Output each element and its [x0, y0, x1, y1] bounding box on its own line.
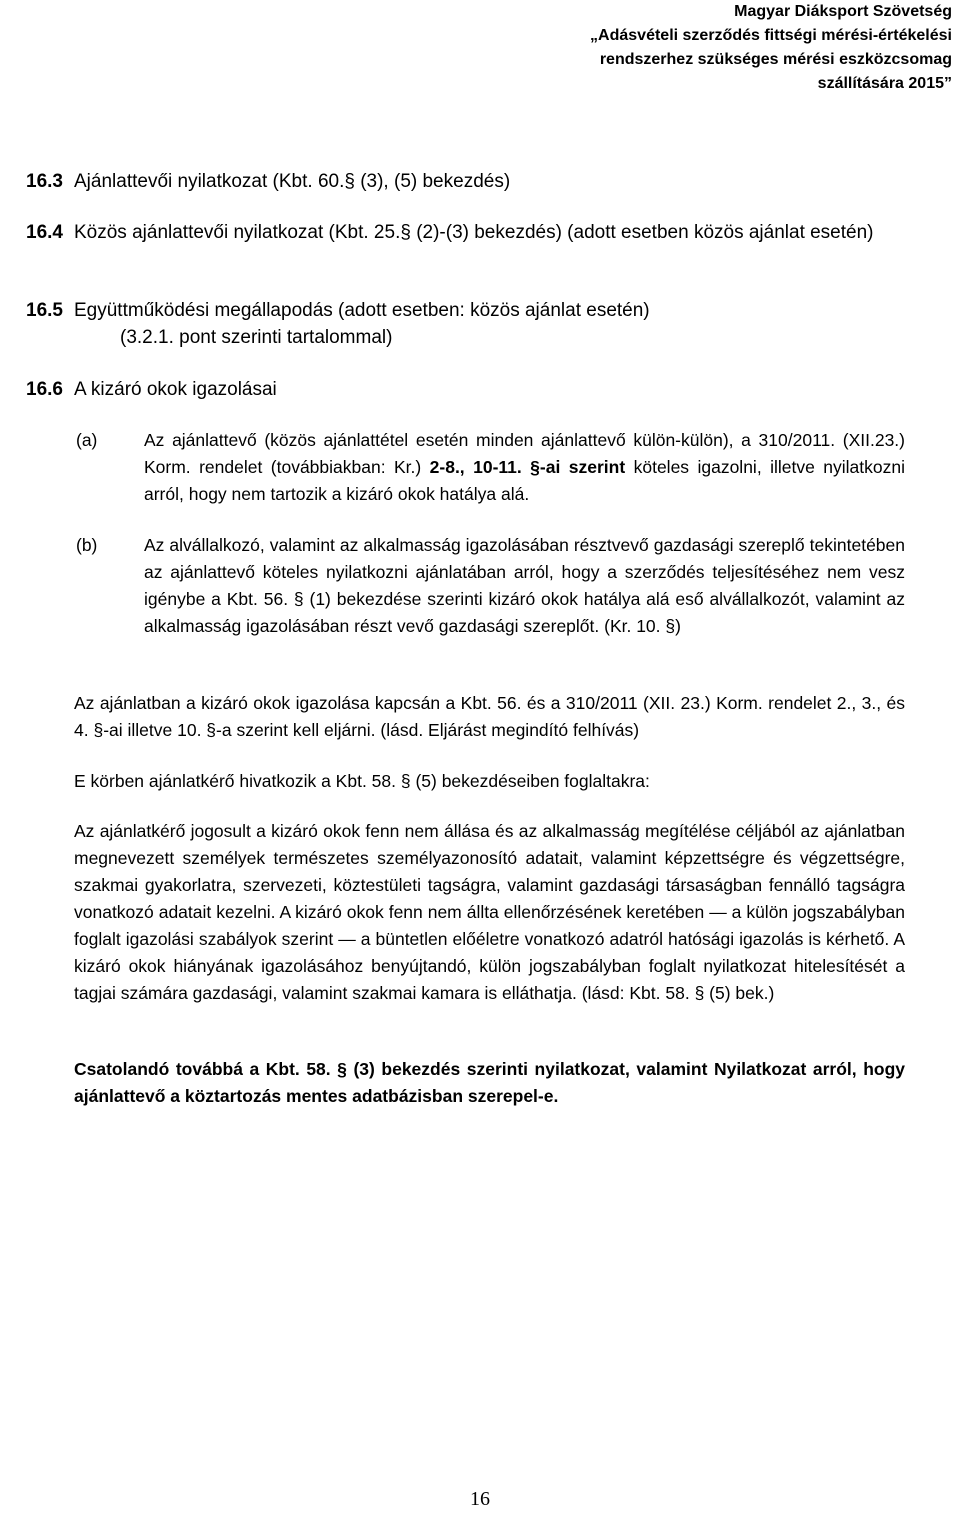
section-text: Együttműködési megállapodás (adott esetben: közös ajánlat esetén): [74, 300, 650, 321]
section-text: A kizáró okok igazolásai: [74, 379, 277, 400]
section-text: Ajánlattevői nyilatkozat (Kbt. 60.§ (3), (5) bekezdés): [74, 171, 511, 192]
header-organization: Magyar Diáksport Szövetség: [734, 3, 952, 20]
list-item-text-part: köteles igazolni, illetve nyilatkozni arról, hogy nem tartozik a kizáró okok hatálya alá.: [144, 457, 905, 504]
section-16-6: [26, 376, 905, 403]
section-number: 16.3: [26, 171, 63, 192]
paragraph-adatkezeles: Az ajánlatkérő jogosult a kizáró okok fenn nem állása és az alkalmasság megítélése céljából az ajánlatban megnevezett személyek természetes személyazonosító adatait, valamint képzettségre és végzettségre, szakmai gyakorlatra, szervezeti, köztestületi tagságra, valamint gazdasági társaságban fennálló tagságra vonatkozó adatait kezelni. A kizáró okok fenn nem állta ellenőrzésének keretében — a külön jogszabályban foglalt igazolási szabályok szerint — a büntetlen előéletre vonatkozó adatról hatósági igazolás is kérhető. A kizáró okok hiányának igazolásához benyújtandó, külön jogszabályban foglalt nyilatkozat hitelesítését a tagjai számára gazdasági, valamint szakmai kamara is elláthatja. (lásd: Kbt. 58. § (5) bek.): [74, 821, 905, 1003]
list-item-b: [74, 532, 905, 640]
paragraph-hivatkozas: E körben ajánlatkérő hivatkozik a Kbt. 58. § (5) bekezdéseiben foglaltakra:: [74, 771, 650, 791]
paragraph-csatolando: Csatolandó továbbá a Kbt. 58. § (3) bekezdés szerinti nyilatkozat, valamint Nyilatkozat arról, hogy ajánlattevő a köztartozás mentes adatbázisban szerepel-e.: [74, 1059, 905, 1106]
header-title-line-1: „Adásvételi szerződés fittségi mérési-értékelési: [590, 27, 952, 44]
list-item-text: [144, 427, 905, 508]
section-number: 16.4: [26, 222, 63, 243]
header-title-line-2: rendszerhez szükséges mérési eszközcsomag: [599, 51, 952, 68]
list-item-text: Az alvállalkozó, valamint az alkalmasság igazolásában résztvevő gazdasági szereplő tekintetében az ajánlattevő köteles nyilatkozni ajánlatában arról, hogy a szerződés teljesítéséhez nem vesz igénybe a Kbt. 56. § (1) bekezdése szerinti kizáró okok hatálya alá eső alvállalkozót, valamint az alkalmasság igazolásában részt vevő gazdasági szereplőt. (Kr. 10. §): [144, 535, 905, 636]
section-text: Közös ajánlattevői nyilatkozat (Kbt. 25.§ (2)-(3) bekezdés) (adott esetben közös ajánlat esetén): [74, 222, 874, 243]
section-16-3: [26, 168, 905, 195]
list-item-a: [74, 427, 905, 508]
page-number: 16: [470, 1488, 490, 1510]
header-title-line-3: szállítására 2015”: [817, 75, 952, 92]
section-number: 16.6: [26, 379, 63, 400]
list-item-label: (a): [76, 430, 98, 450]
list-item-text-part: Az ajánlattevő (közös ajánlattétel esetén minden ajánlattevő külön-külön), a 310/2011. (XII.23.) Korm. rendelet (továbbiakban: Kr.): [144, 430, 905, 477]
list-item-label: (b): [76, 535, 98, 555]
section-16-4: [26, 219, 905, 246]
section-number: 16.5: [26, 300, 63, 321]
section-16-5: [26, 297, 905, 351]
paragraph-kizaro-okok: Az ajánlatban a kizáró okok igazolása kapcsán a Kbt. 56. és a 310/2011 (XII. 23.) Korm. rendelet 2., 3., és 4. §-ai illetve 10. §-a szerint kell eljárni. (lásd. Eljárást megindító felhívás): [74, 693, 905, 740]
document-header: [532, 0, 952, 96]
list-item-text-bold: 2-8., 10-11. §-ai szerint: [429, 457, 626, 477]
section-text-continuation: (3.2.1. pont szerinti tartalommal): [120, 327, 393, 348]
